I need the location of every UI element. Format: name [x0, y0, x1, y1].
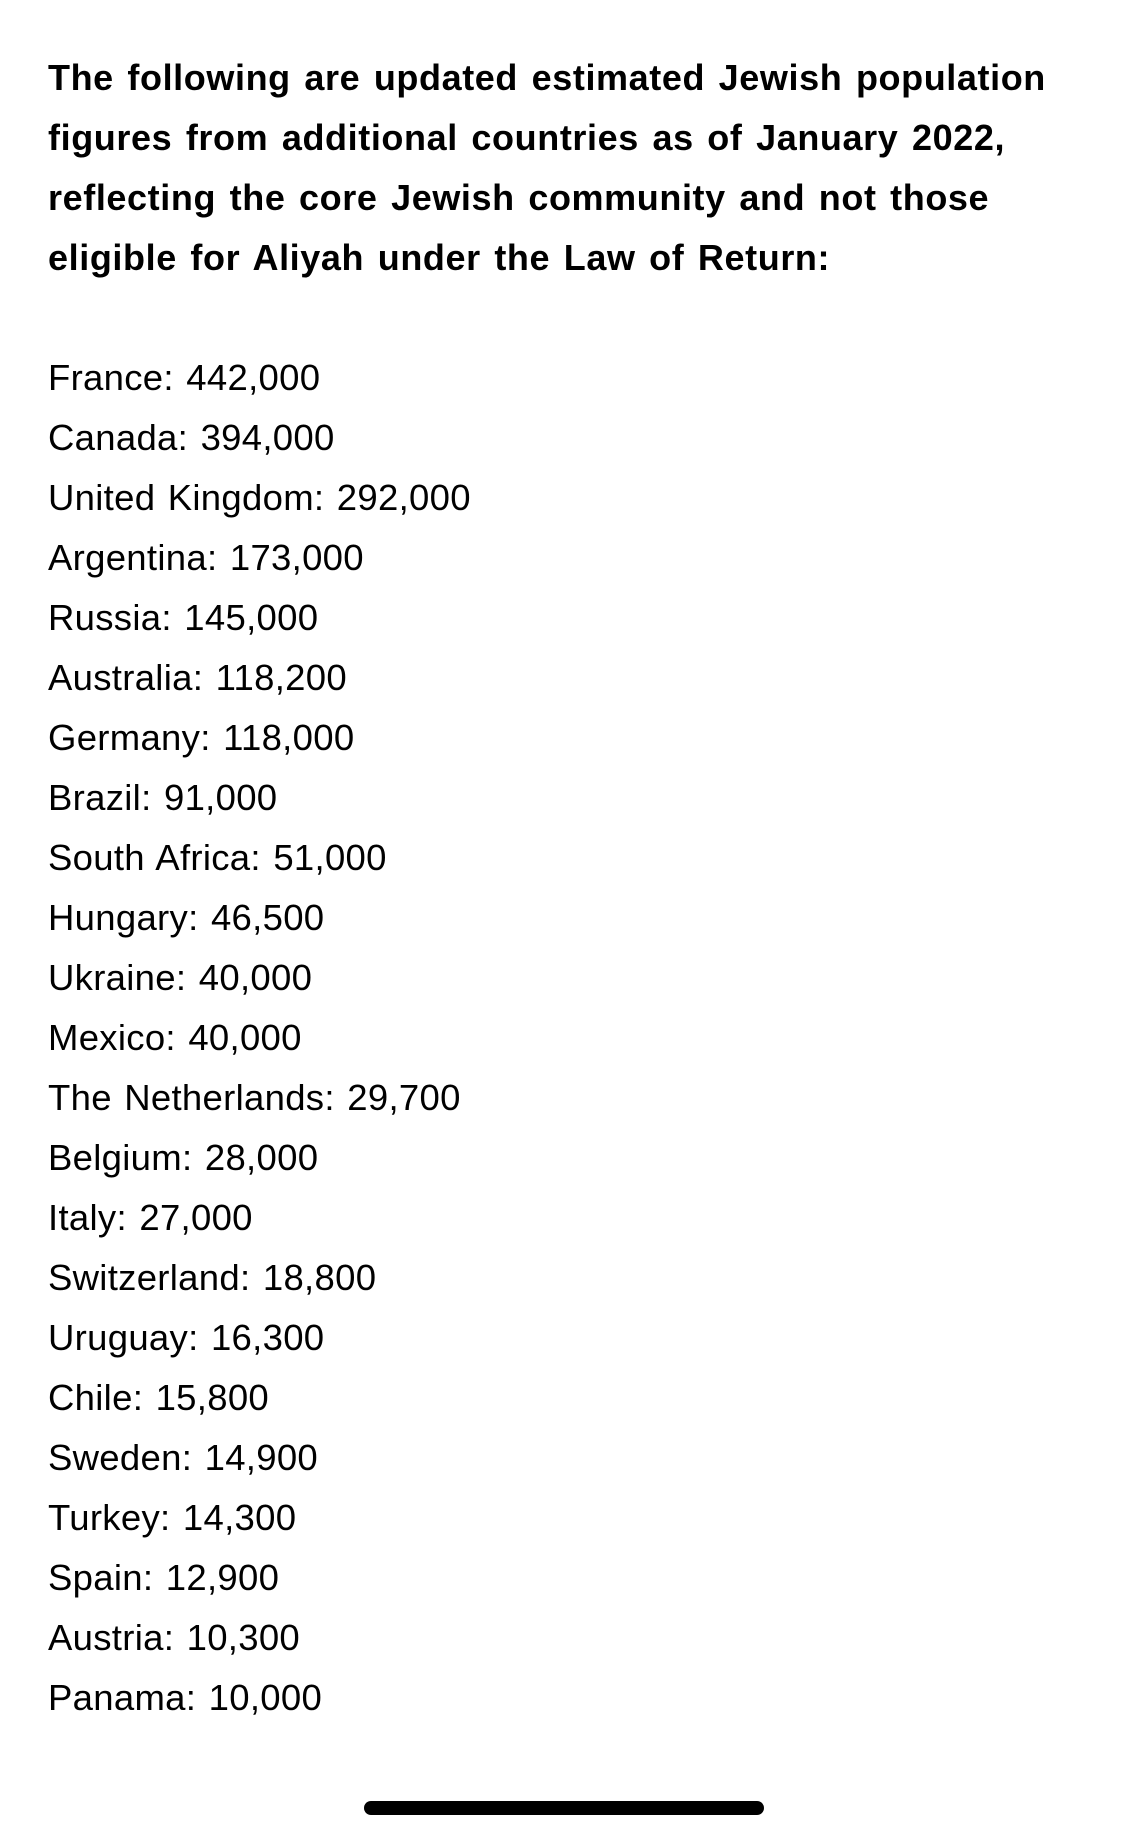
list-item: Brazil: 91,000 — [48, 777, 278, 818]
population-value: 27,000 — [139, 1197, 253, 1238]
list-item: Sweden: 14,900 — [48, 1437, 319, 1478]
population-value: 28,000 — [204, 1137, 319, 1178]
list-item: Ukraine: 40,000 — [48, 957, 313, 998]
population-value: 51,000 — [273, 837, 387, 878]
list-item: Spain: 12,900 — [48, 1557, 280, 1598]
population-value: 14,300 — [182, 1497, 297, 1538]
country-name: France — [48, 357, 164, 398]
country-name: The Netherlands — [48, 1077, 325, 1118]
population-value: 442,000 — [186, 357, 321, 398]
population-value: 14,900 — [204, 1437, 319, 1478]
population-value: 12,900 — [165, 1557, 280, 1598]
list-item: Russia: 145,000 — [48, 597, 319, 638]
population-value: 29,700 — [347, 1077, 461, 1118]
list-item: United Kingdom: 292,000 — [48, 477, 471, 518]
country-name: Belgium — [48, 1137, 182, 1178]
population-value: 10,300 — [186, 1617, 301, 1658]
country-name: Russia — [48, 597, 162, 638]
country-name: Panama — [48, 1677, 186, 1718]
country-name: Australia — [48, 657, 193, 698]
country-name: Mexico — [48, 1017, 166, 1058]
list-item: Argentina: 173,000 — [48, 537, 364, 578]
list-item: Turkey: 14,300 — [48, 1497, 297, 1538]
country-name: United Kingdom — [48, 477, 314, 518]
population-value: 40,000 — [188, 1017, 302, 1058]
list-item: France: 442,000 — [48, 357, 321, 398]
country-name: Switzerland — [48, 1257, 240, 1298]
country-name: Sweden — [48, 1437, 182, 1478]
country-name: Hungary — [48, 897, 189, 938]
list-item: The Netherlands: 29,700 — [48, 1077, 461, 1118]
country-name: Italy — [48, 1197, 117, 1238]
home-indicator-bar[interactable] — [364, 1801, 764, 1815]
population-value: 46,500 — [210, 897, 325, 938]
population-value: 118,000 — [223, 717, 355, 758]
country-name: Argentina — [48, 537, 207, 578]
population-value: 173,000 — [229, 537, 364, 578]
intro-paragraph: The following are updated estimated Jewish population figures from additional countries as of January 2022, reflecting the core Jewish community and not those eligible for Aliyah under the Law of Return: — [48, 57, 1046, 278]
country-name: Chile — [48, 1377, 133, 1418]
country-name: Turkey — [48, 1497, 160, 1538]
country-name: Germany — [48, 717, 201, 758]
list-item: Australia: 118,200 — [48, 657, 347, 698]
list-item: Canada: 394,000 — [48, 417, 335, 458]
list-item: Austria: 10,300 — [48, 1617, 301, 1658]
country-name: Spain — [48, 1557, 143, 1598]
list-item: Mexico: 40,000 — [48, 1017, 302, 1058]
country-population-list — [48, 348, 1048, 1728]
population-value: 145,000 — [184, 597, 319, 638]
country-name: Canada — [48, 417, 178, 458]
population-value: 16,300 — [210, 1317, 325, 1358]
document-content — [48, 48, 1048, 1728]
list-item: Italy: 27,000 — [48, 1197, 253, 1238]
list-item: Germany: 118,000 — [48, 717, 355, 758]
population-value: 18,800 — [262, 1257, 377, 1298]
population-value: 40,000 — [198, 957, 313, 998]
population-value: 292,000 — [336, 477, 471, 518]
country-name: Austria — [48, 1617, 164, 1658]
population-value: 118,200 — [215, 657, 347, 698]
list-item: Belgium: 28,000 — [48, 1137, 319, 1178]
country-name: Ukraine — [48, 957, 176, 998]
list-item: Switzerland: 18,800 — [48, 1257, 377, 1298]
population-value: 10,000 — [208, 1677, 323, 1718]
list-item: Hungary: 46,500 — [48, 897, 325, 938]
country-name: South Africa — [48, 837, 251, 878]
list-item: Uruguay: 16,300 — [48, 1317, 325, 1358]
population-value: 15,800 — [155, 1377, 270, 1418]
list-item: South Africa: 51,000 — [48, 837, 387, 878]
list-item: Chile: 15,800 — [48, 1377, 270, 1418]
population-value: 394,000 — [200, 417, 335, 458]
country-name: Brazil — [48, 777, 142, 818]
list-item: Panama: 10,000 — [48, 1677, 323, 1718]
population-value: 91,000 — [163, 777, 278, 818]
country-name: Uruguay — [48, 1317, 189, 1358]
